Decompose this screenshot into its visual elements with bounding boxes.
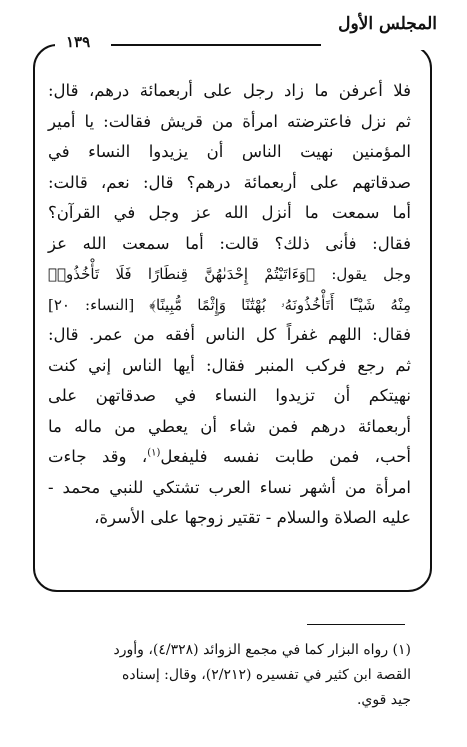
frame-gap-title	[321, 38, 439, 50]
text-line-15: عليه الصلاة والسلام - تقتير زوجها على الأسرة،	[94, 508, 411, 527]
page-number: ١٣٩	[66, 33, 91, 51]
footnote	[41, 638, 411, 713]
text-line-6: فقال: فأنى ذلك؟ قالت: أما سمعت الله عز	[48, 233, 411, 253]
text-line-11: نهيتكم أن تزيدوا النساء في صدقاتهن على	[48, 386, 411, 405]
text-line-12: أربعمائة درهم فمن شاء أن يعطي من ماله ما	[48, 416, 411, 436]
text-line-14: امرأة من أشهر نساء العرب تشتكي للنبي محمد -	[48, 477, 411, 497]
quran-verse-line-2: مِنْهُ شَيْـًٔا أَتَأْخُذُونَهُۥ بُهْتَٰنًا وَإِثْمًا مُّبِينًا﴾ [النساء: ٢٠]	[48, 295, 411, 314]
quran-verse-line-1: وجل يقول: ﴿وَءَاتَيْتُمْ إِحْدَىٰهُنَّ قِنطَارًا فَلَا تَأْخُذُوا۟	[48, 265, 411, 283]
main-text	[48, 76, 411, 534]
text-line-1: فلا أعرفن ما زاد رجل على أربعمائة درهم، قال:	[48, 81, 411, 100]
footnote-line-3: جيد قوي.	[356, 692, 411, 708]
text-line-13	[48, 442, 411, 473]
footnote-line-2: القصة ابن كثير في تفسيره (٢/٢١٢)، وقال: إسناده	[122, 667, 411, 683]
text-line-2: ثم نزل فاعترضته امرأة من قريش فقالت: يا أمير	[48, 111, 411, 131]
footnote-separator	[307, 624, 405, 625]
footnote-reference-marker: (١)	[147, 447, 161, 459]
chapter-title: المجلس الأول	[338, 14, 437, 34]
text-line-9: فقال: اللهم غفراً كل الناس أفقه من عمر. قال:	[48, 325, 411, 344]
text-line-4: صدقاتهم على أربعمائة درهم؟ قال: نعم، قالت:	[48, 172, 411, 192]
text-line-10: ثم رجع فركب المنبر فقال: أيها الناس إني كنت	[48, 355, 411, 375]
text-line-13-end: ، وقد جاءت	[48, 447, 148, 466]
footnote-line-1: (١) رواه البزار كما في مجمع الزوائد (٤/٣٢٨)، وأورد	[113, 642, 411, 658]
text-line-13-start: أحب، فمن طابت نفسه فليفعل	[160, 447, 411, 466]
text-line-5: أما سمعت ما أنزل الله عز وجل في القرآن؟	[48, 203, 411, 222]
text-line-3: المؤمنين نهيت الناس أن يزيدوا النساء في	[48, 142, 411, 161]
